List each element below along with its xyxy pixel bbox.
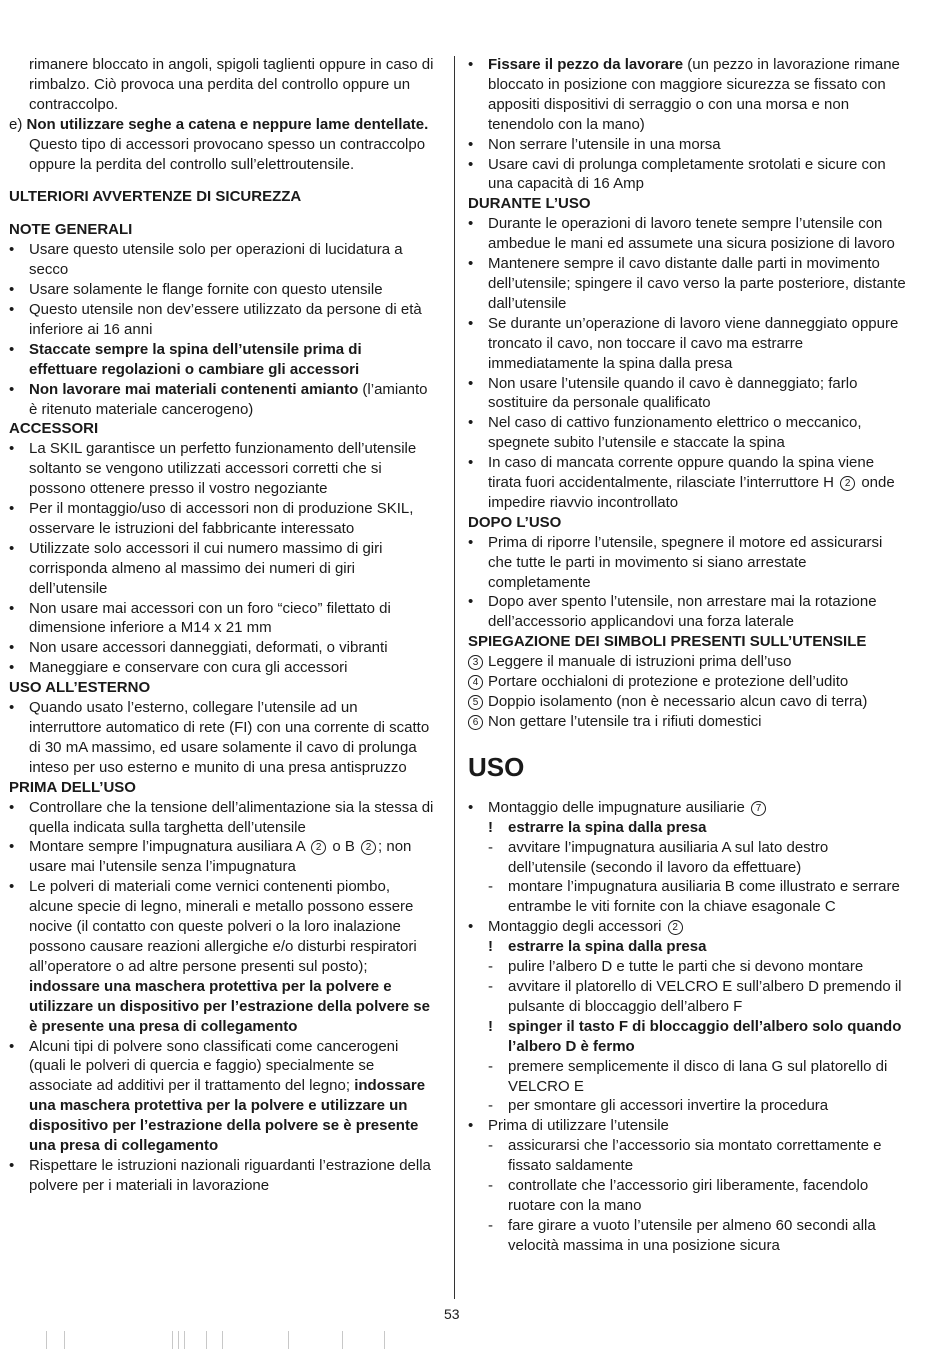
warning-item — [468, 1017, 908, 1057]
heading-prima-uso: PRIMA DELL’USO — [9, 778, 136, 796]
dash-mark: - — [488, 878, 493, 896]
list-item: • Utilizzate solo accessori il cui numero massimo di giri corrisponda almeno al massimo dei numeri di giri dell’utensile — [9, 539, 434, 599]
sub-item — [468, 877, 908, 917]
plain-text: montare l’impugnatura ausiliaria B come illustrato e serrare entrambe le viti fornite con la chiave esagonale C — [508, 878, 900, 916]
plain-text: fare girare a vuoto l’utensile per almeno 60 secondi alla velocità massima in una posizione sicura — [508, 1216, 876, 1254]
list-item: • Rispettare le istruzioni nazionali riguardanti l’estrazione della polvere per i materiali in lavorazione — [9, 1156, 434, 1196]
item-e-marker: e) — [9, 115, 23, 133]
list-item: • Durante le operazioni di lavoro tenete sempre l’utensile con ambedue le mani ed assumete una sicura posizione di lavoro — [468, 214, 908, 254]
dash-mark: - — [488, 1216, 493, 1234]
list-item: • Dopo aver spento l’utensile, non arrestare mai la rotazione dell’accessorio applicandovi una forza laterale — [468, 592, 908, 632]
page-number: 53 — [444, 1306, 460, 1322]
figure-ref-7: 7 — [751, 801, 766, 816]
heading-ulteriori: ULTERIORI AVVERTENZE DI SICUREZZA — [9, 188, 302, 206]
dash-mark: - — [488, 1177, 493, 1195]
list-item: • Quando usato l’esterno, collegare l’utensile ad un interruttore automatico di rete (FI) con una corrente di scatto di 30 mA massimo, ed usare solamente il cavo di prolunga inteso per uso esterno e munito di una presa antispruzzo — [9, 698, 434, 778]
list-item — [9, 877, 434, 1036]
list-item: • Usare solamente le flange fornite con questo utensile — [9, 280, 434, 300]
sub-item — [468, 957, 908, 977]
list-item: • Mantenere sempre il cavo distante dalle parti in movimento dell’utensile; spingere il cavo verso la parte posteriore, distante dall’utensile — [468, 254, 908, 314]
list-item: • Se durante un’operazione di lavoro viene danneggiato oppure troncato il cavo, non toccare il cavo ma estrarre immediatamente la spina dalla presa — [468, 314, 908, 374]
warning-mark: ! — [488, 938, 493, 956]
right-column — [468, 55, 908, 1256]
warning-item — [468, 818, 908, 838]
list-item: • Prima di utilizzare l’utensile — [468, 1116, 908, 1136]
symbol-item — [468, 692, 908, 712]
dash-mark: - — [488, 958, 493, 976]
heading-dopo-uso: DOPO L’USO — [468, 513, 562, 531]
sub-item — [468, 1057, 908, 1097]
list-item: • Questo utensile non dev’essere utilizzato da persone di età inferiore ai 16 anni — [9, 300, 434, 340]
sub-item — [468, 977, 908, 1017]
plain-text: assicurarsi che l’accessorio sia montato correttamente e fissato saldamente — [508, 1137, 882, 1175]
column-divider — [454, 56, 455, 1299]
dash-mark: - — [488, 1137, 493, 1155]
intro-continuation: rimanere bloccato in angoli, spigoli taglienti oppure in caso di rimbalzo. Ciò provoca una perdita del controllo oppure un contraccolpo. — [29, 56, 434, 113]
bold-text: estrarre la spina dalla presa — [508, 938, 707, 956]
list-item — [468, 798, 908, 818]
figure-ref-3: 3 — [468, 655, 483, 670]
list-item — [9, 1037, 434, 1156]
list-item — [468, 55, 908, 135]
list-item: • Controllare che la tensione dell’alimentazione sia la stessa di quella indicata sulla targhetta dell’utensile — [9, 798, 434, 838]
heading-uso: USO — [468, 751, 525, 782]
plain-text: In caso di mancata corrente oppure quando la spina viene tirata fuori accidentalmente, rilasciate l’interruttore H — [488, 454, 875, 492]
item-e-text: Questo tipo di accessori provocano spesso un contraccolpo oppure la perdita del controllo sull’elettroutensile. — [29, 135, 426, 173]
plain-text: Doppio isolamento (non è necessario alcun cavo di terra) — [488, 693, 868, 710]
bold-text: Fissare il pezzo da lavorare — [488, 56, 684, 73]
bold-text: Staccate sempre la spina dell’utensile prima di effettuare regolazioni o cambiare gli accessori — [29, 340, 362, 378]
print-registration-marks — [46, 1331, 426, 1351]
list-item: • La SKIL garantisce un perfetto funzionamento dell’utensile soltanto se vengono utilizzati accessori corretti che si possono ottenere presso il vostro negoziante — [9, 439, 434, 499]
list-item — [9, 837, 434, 877]
dash-mark: - — [488, 838, 493, 856]
figure-ref-6: 6 — [468, 715, 483, 730]
bold-text: spinger il tasto F di bloccaggio dell’albero solo quando l’albero D è fermo — [508, 1017, 902, 1055]
list-item: • Prima di riporre l’utensile, spegnere il motore ed assicurarsi che tutte le parti in movimento si siano arrestate completamente — [468, 533, 908, 593]
plain-text: onde impedire riavvio incontrollato — [488, 474, 895, 511]
heading-simboli: SPIEGAZIONE DEI SIMBOLI PRESENTI SULL’UTENSILE — [468, 633, 867, 651]
sub-item — [468, 1136, 908, 1176]
sub-item — [468, 1096, 908, 1116]
list-item: • Non usare l’utensile quando il cavo è danneggiato; farlo sostituire da personale qualificato — [468, 374, 908, 414]
figure-ref-2: 2 — [668, 920, 683, 935]
list-item: • Maneggiare e conservare con cura gli accessori — [9, 658, 434, 678]
heading-durante-uso: DURANTE L’USO — [468, 195, 591, 213]
bold-text: Non lavorare mai materiali contenenti amianto — [29, 380, 359, 398]
heading-accessori: ACCESSORI — [9, 420, 99, 438]
warning-mark: ! — [488, 818, 493, 836]
bold-text: indossare una maschera protettiva per la polvere e utilizzare un dispositivo per l’estrazione della polvere se è presente una presa di collegamento — [29, 1077, 426, 1155]
plain-text: ; non usare mai l’utensile senza l’impugnatura — [29, 838, 412, 876]
plain-text: (l’amianto è ritenuto materiale cancerogeno) — [29, 380, 428, 418]
sub-item — [468, 1216, 908, 1256]
sub-item — [468, 1176, 908, 1216]
list-item: • Per il montaggio/uso di accessori non di produzione SKIL, osservare le istruzioni del fabbricante interessato — [9, 499, 434, 539]
figure-ref-2: 2 — [311, 840, 326, 855]
plain-text: Montaggio delle impugnature ausiliarie — [488, 798, 749, 816]
list-item — [468, 917, 908, 937]
plain-text: avvitare il platorello di VELCRO E sull’albero D premendo il pulsante di bloccaggio dell’albero F — [508, 977, 902, 1015]
plain-text: Montaggio degli accessori — [488, 918, 666, 936]
list-item: • Usare questo utensile solo per operazioni di lucidatura a secco — [9, 240, 434, 280]
heading-note-generali: NOTE GENERALI — [9, 221, 133, 239]
dash-mark: - — [488, 1097, 493, 1115]
plain-text: Montare sempre l’impugnatura ausiliara A — [29, 838, 310, 856]
plain-text: Leggere il manuale di istruzioni prima dell’uso — [488, 653, 792, 671]
list-item — [468, 453, 908, 513]
list-item: • Nel caso di cattivo funzionamento elettrico o meccanico, spegnete subito l’utensile e staccate la spina — [468, 413, 908, 453]
dash-mark: - — [488, 1057, 493, 1075]
plain-text: Alcuni tipi di polvere sono classificati come cancerogeni (quali le polveri di quercia e faggio) specialmente se associate ad additivi per il trattamento del legno; — [29, 1037, 399, 1095]
heading-uso-esterno: USO ALL’ESTERNO — [9, 679, 151, 697]
symbol-item — [468, 672, 908, 692]
plain-text: Non gettare l’utensile tra i rifiuti domestici — [488, 712, 762, 730]
safety-item-e — [9, 115, 434, 175]
figure-ref-5: 5 — [468, 695, 483, 710]
figure-ref-2: 2 — [361, 840, 376, 855]
plain-text: premere semplicemente il disco di lana G sul platorello di VELCRO E — [508, 1057, 888, 1095]
warning-item — [468, 937, 908, 957]
plain-text: controllate che l’accessorio giri liberamente, facendolo ruotare con la mano — [508, 1177, 869, 1214]
plain-text: (un pezzo in lavorazione rimane bloccato in posizione con maggiore sicurezza se fissato con appositi dispositivi di serraggio o con una morsa e non tenendolo con la mano) — [488, 56, 900, 133]
symbol-item — [468, 652, 908, 672]
plain-text: Portare occhialoni di protezione e protezione dell’udito — [488, 673, 849, 691]
list-item: • Non usare accessori danneggiati, deformati, o vibranti — [9, 638, 434, 658]
symbol-item — [468, 712, 908, 732]
item-e-bold: Non utilizzare seghe a catena e neppure lame dentellate. — [26, 115, 429, 133]
dash-mark: - — [488, 977, 493, 995]
list-item: • Non serrare l’utensile in una morsa — [468, 135, 908, 155]
plain-text: avvitare l’impugnatura ausiliaria A sul lato destro dell’utensile (secondo il lavoro da effettuare) — [508, 838, 829, 876]
plain-text: o B — [328, 838, 360, 856]
sub-item — [468, 838, 908, 878]
list-item: • Usare cavi di prolunga completamente srotolati e sicure con una capacità di 16 Amp — [468, 155, 908, 195]
left-column — [9, 55, 434, 1196]
plain-text: per smontare gli accessori invertire la procedura — [508, 1097, 829, 1115]
list-item — [9, 380, 434, 420]
figure-ref-2: 2 — [840, 476, 855, 491]
list-item — [9, 340, 434, 380]
bold-text: indossare una maschera protettiva per la polvere e utilizzare un dispositivo per l’estrazione della polvere se è presente una presa di collegamento — [29, 977, 430, 1035]
bold-text: estrarre la spina dalla presa — [508, 818, 707, 836]
plain-text: pulire l’albero D e tutte le parti che si devono montare — [508, 958, 864, 976]
plain-text: Le polveri di materiali come vernici contenenti piombo, alcune specie di legno, minerali e metallo possono essere nocive (il contatto con queste polveri o la loro inalazione possono causare reazioni allergiche e/o disturbi respiratori all’operatore o ad altre persone presenti sul posto); — [29, 878, 417, 975]
warning-mark: ! — [488, 1017, 493, 1035]
list-item: • Non usare mai accessori con un foro “cieco” filettato di dimensione inferiore a M14 x 21 mm — [9, 599, 434, 639]
figure-ref-4: 4 — [468, 675, 483, 690]
